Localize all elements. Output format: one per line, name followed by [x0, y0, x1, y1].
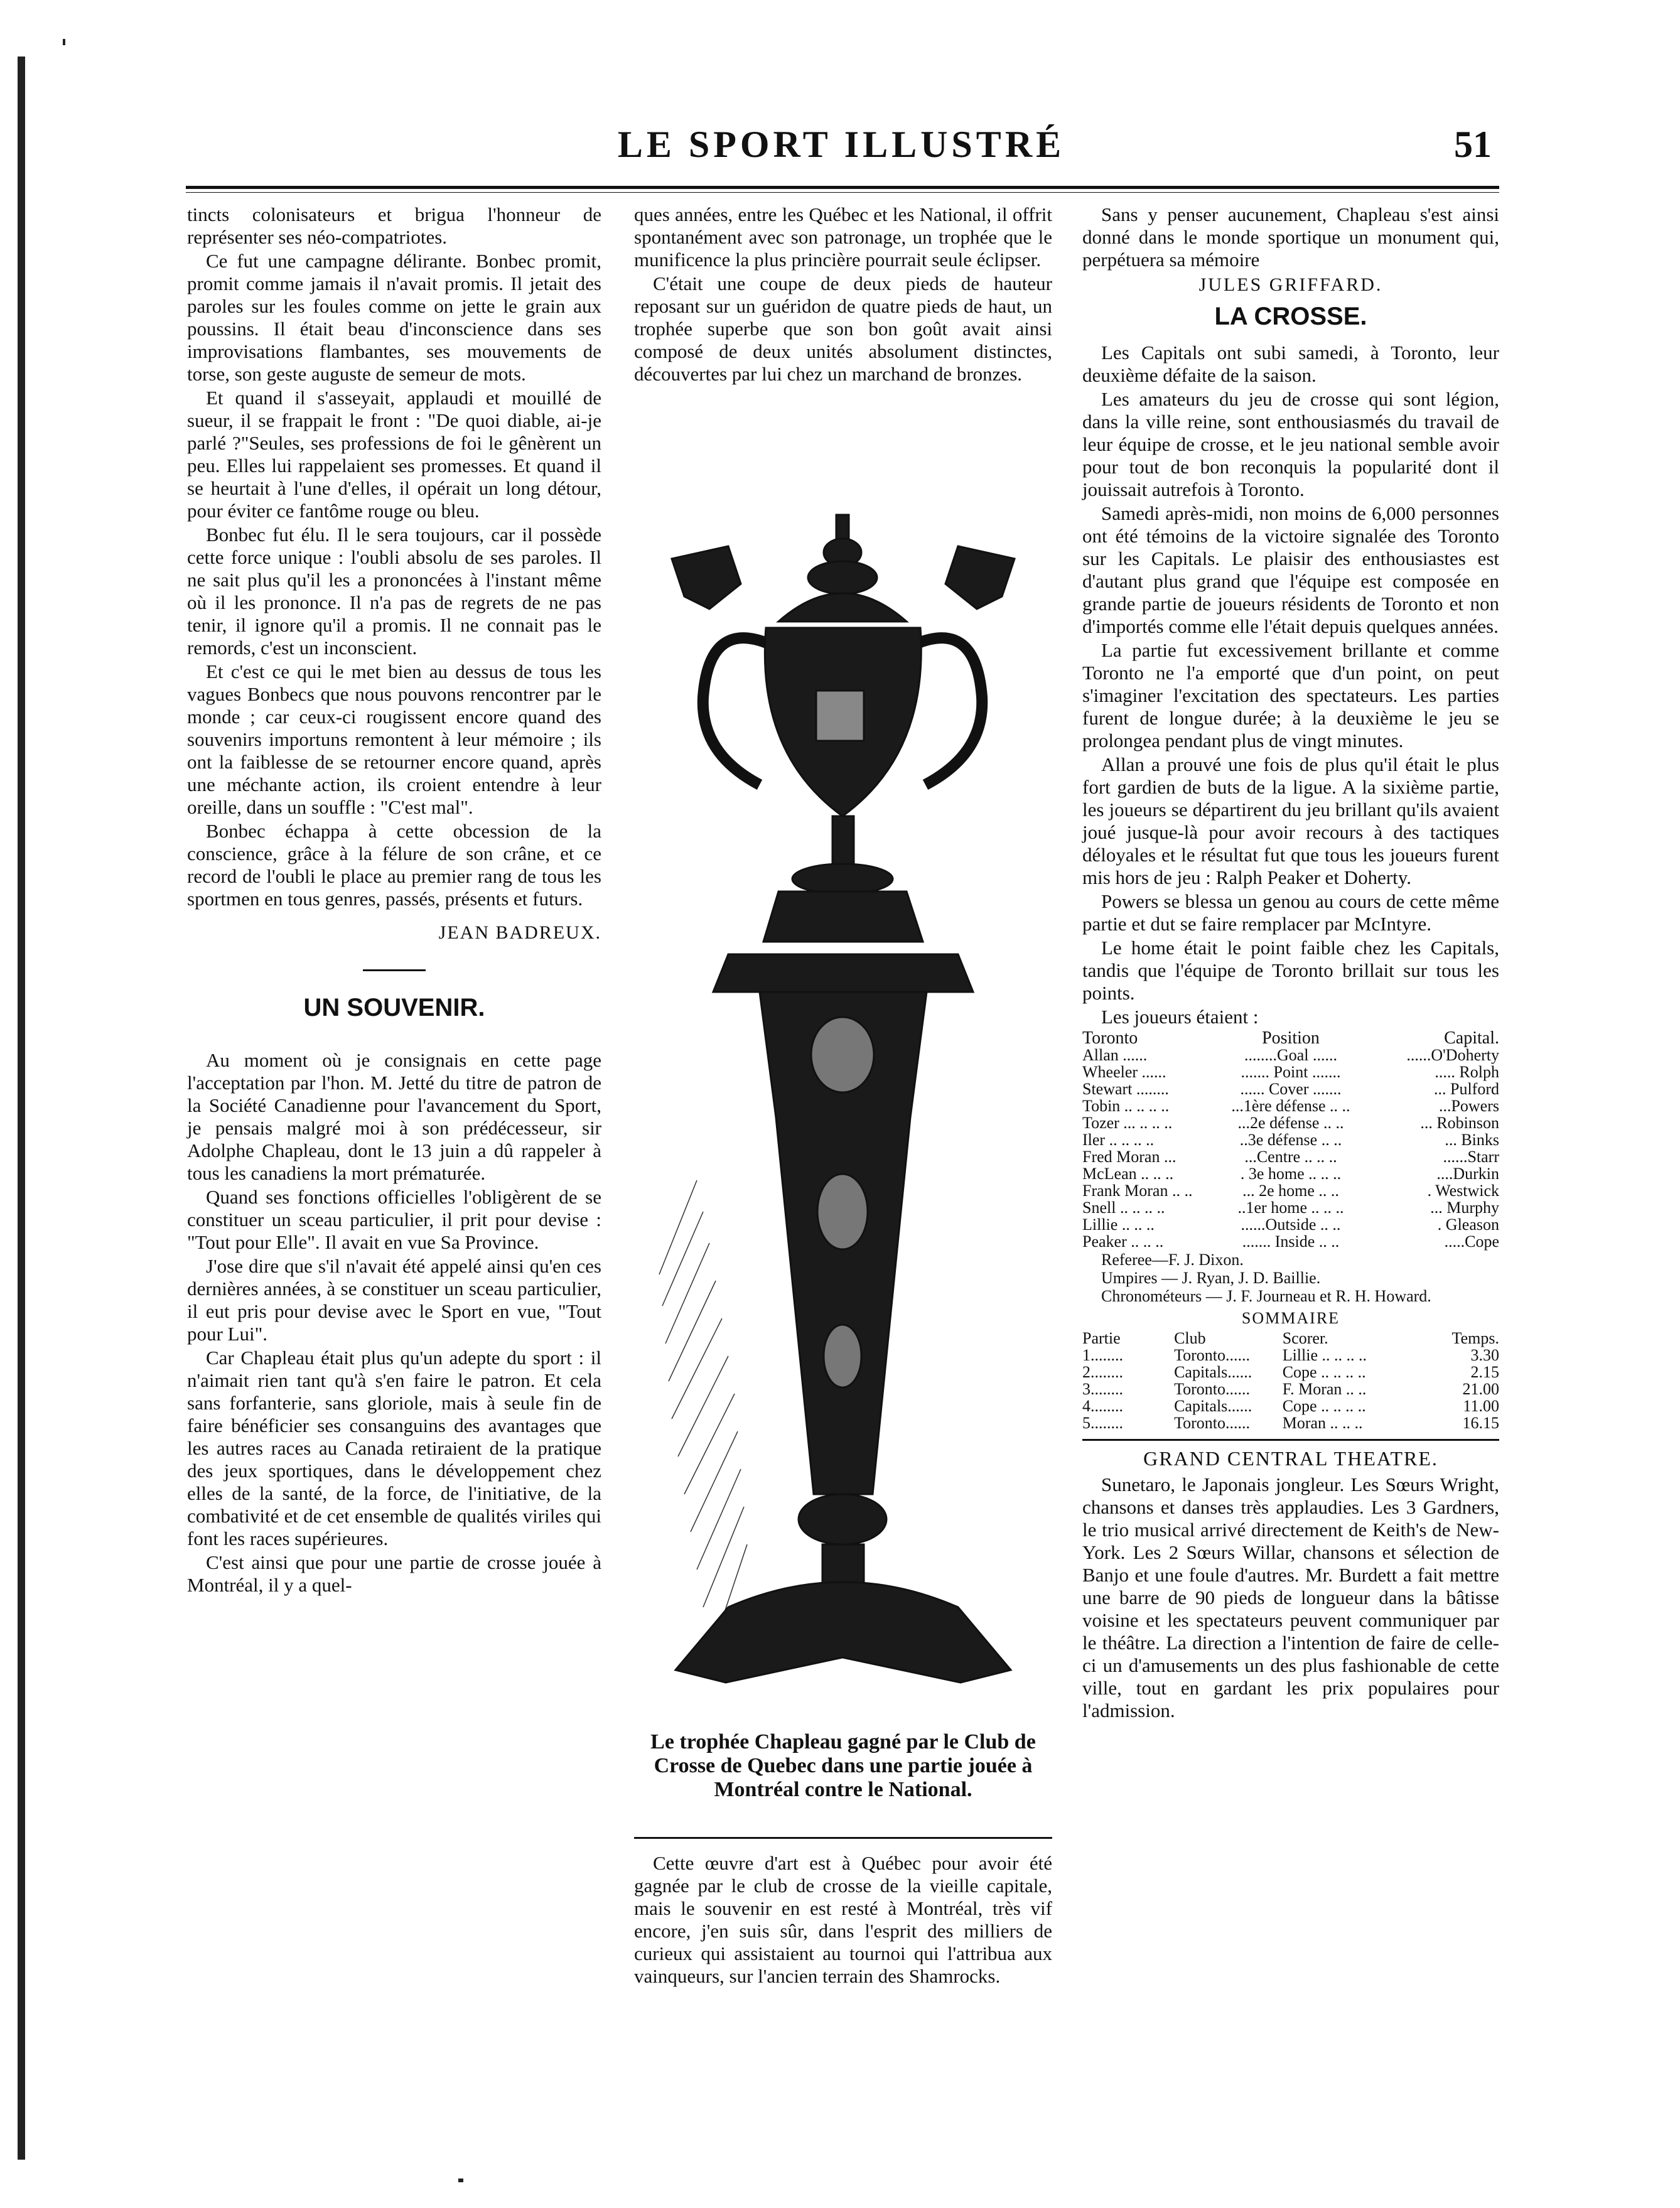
paragraph: ques années, entre les Québec et les National, il offrit spontanément avec son patronage, un trophée que le munificence la plus princière pourrait seule éclipser.	[634, 203, 1052, 271]
section-title: UN SOUVENIR.	[303, 994, 485, 1021]
summary-cell: Capitals......	[1174, 1363, 1252, 1381]
paragraph: Powers se blessa un genou au cours de cette même partie et dut se faire remplacer par McIntyre.	[1082, 890, 1499, 935]
lineup-cell: . Westwick	[1427, 1182, 1499, 1200]
lineup-cell: ... Murphy	[1430, 1198, 1499, 1217]
print-speck	[458, 2178, 463, 2182]
summary-header-cell: Partie	[1082, 1329, 1121, 1347]
paragraph: Sans y penser aucunement, Chapleau s'est ainsi donné dans le monde sportique un monument qui, perpétuera sa mémoire	[1082, 203, 1499, 271]
lineup-cell: ......O'Doherty	[1406, 1046, 1499, 1064]
section-divider	[363, 969, 426, 971]
illustration-caption: Le trophée Chapleau gagné par le Club de Crosse de Quebec dans une partie jouée à Montréal contre le National.	[650, 1730, 1036, 1801]
referee-line: Referee—F. J. Dixon.	[1101, 1251, 1244, 1269]
lineup-header-cell: Position	[1262, 1028, 1320, 1048]
column-middle	[634, 203, 1052, 387]
summary-row	[1082, 1364, 1499, 1381]
lineup-cell: .....Cope	[1444, 1232, 1499, 1251]
summary-cell: 2........	[1082, 1363, 1123, 1381]
summary-header-cell: Scorer.	[1282, 1329, 1328, 1347]
paragraph: C'était une coupe de deux pieds de hauteur reposant sur un guéridon de quatre pieds de haut, un trophée superbe que son bon goût avait ainsi composé de deux unités absolument distinctes, découvertes par lui chez un marchand de bronzes.	[634, 272, 1052, 385]
lineup-cell: ...2e défense .. ..	[1237, 1114, 1344, 1132]
lineup-header	[1082, 1030, 1499, 1047]
summary-cell: 2.15	[1470, 1363, 1499, 1381]
umpires-line: Umpires — J. Ryan, J. D. Baillie.	[1101, 1269, 1321, 1287]
summary-title: SOMMAIRE	[1241, 1309, 1340, 1327]
caption-rule	[634, 1837, 1052, 1839]
header-rule-thin	[186, 192, 1499, 193]
summary-header-cell: Temps.	[1451, 1329, 1499, 1347]
lineup-row	[1082, 1199, 1499, 1216]
paragraph: Samedi après-midi, non moins de 6,000 personnes ont été témoins de la victoire signalée des Toronto sur les Capitals. Le plaisir des enthousiastes est d'autant plus grand que l'équipe est composée en grande partie de joueurs résidents de Toronto et non d'importés comme elle l'était depuis quelques années.	[1082, 502, 1499, 637]
summary-cell: F. Moran .. ..	[1282, 1380, 1367, 1398]
lineup-cell: Fred Moran ...	[1082, 1148, 1177, 1166]
lineup-cell: ...Centre .. .. ..	[1244, 1148, 1337, 1166]
summary-cell: 16.15	[1462, 1414, 1499, 1432]
paragraph: Quand ses fonctions officielles l'obligèrent de se constituer un sceau particulier, il prit pour devise : "Tout pour Elle". Il avait en vue Sa Province.	[187, 1186, 601, 1253]
header-rule	[186, 186, 1499, 189]
lineup-row	[1082, 1080, 1499, 1097]
paragraph: Ce fut une campagne délirante. Bonbec promit, promit comme jamais il n'avait promis. Il jetait des paroles sur les foules comme on jette le grain aux poussins. Il était beau d'inconscience dans ses improvisations flambantes, ses mouvements de torse, son geste auguste de semeur de mots.	[187, 250, 601, 385]
column-middle-bottom	[634, 1852, 1052, 1989]
lineup-row	[1082, 1216, 1499, 1233]
lineup-cell: ... Binks	[1445, 1131, 1499, 1149]
lineup-cell: ... Robinson	[1420, 1114, 1499, 1132]
lineup-cell: McLean .. .. ..	[1082, 1165, 1174, 1183]
lineup-cell: ..... Rolph	[1435, 1063, 1499, 1081]
lineup-cell: ...1ère défense .. ..	[1231, 1097, 1350, 1115]
summary-cell: Lillie .. .. .. ..	[1282, 1346, 1367, 1364]
summary-cell: Cope .. .. .. ..	[1282, 1397, 1366, 1415]
lineup-cell: ..1er home .. .. ..	[1237, 1198, 1344, 1217]
paragraph: J'ose dire que s'il n'avait été appelé ainsi qu'en ces dernières années, à se constituer un sceau particulier, il eut pris pour devise avec le Sport en vue, "Tout pour Lui".	[187, 1255, 601, 1345]
page-number: 51	[1454, 124, 1492, 165]
summary-cell: Toronto......	[1174, 1380, 1251, 1398]
paragraph: Et quand il s'asseyait, applaudi et mouillé de sueur, il se frappait le front : "De quoi diable, ai-je parlé ?"Seules, ses professions de foi le gênèrent un peu. Elles lui rappelaient ses promesses. Et quand il se heurtait à l'une d'elles, il opérait un long détour, pour éviter ce fantôme rouge ou bleu.	[187, 387, 601, 522]
lineup-row	[1082, 1131, 1499, 1148]
summary-cell: Capitals......	[1174, 1397, 1252, 1415]
section-divider	[1082, 1439, 1499, 1441]
paragraph: Au moment où je consignais en cette page l'acceptation par l'hon. M. Jetté du titre de patron de la Société Canadienne pour l'avancement du Sport, je pensais malgré moi à son prédécesseur, sir Adolphe Chapleau, dont le 13 juin a dû rappeler à tous les canadiens la mort prématurée.	[187, 1049, 601, 1184]
lineup-cell: Snell .. .. .. ..	[1082, 1198, 1165, 1217]
paragraph: Les joueurs étaient :	[1101, 1006, 1259, 1028]
lineup-cell: Tozer ... .. .. ..	[1082, 1114, 1173, 1132]
lineup-row	[1082, 1148, 1499, 1165]
summary-cell: Toronto......	[1174, 1346, 1251, 1364]
summary-cell: 5........	[1082, 1414, 1123, 1432]
lineup-row	[1082, 1047, 1499, 1064]
lineup-cell: ........Goal ......	[1244, 1046, 1338, 1064]
lineup-cell: ....... Point .......	[1241, 1063, 1341, 1081]
section-title: LA CROSSE.	[1214, 303, 1367, 330]
summary-cell: Moran .. .. ..	[1282, 1414, 1363, 1432]
lineup-cell: Peaker .. .. ..	[1082, 1232, 1164, 1251]
paragraph: Allan a prouvé une fois de plus qu'il était le plus fort gardien de buts de la ligue. A la sixième partie, les joueurs se départirent du jeu brillant qu'ils avaient joué jusque-là pour avoir recours à des tactiques déloyales et le résultat fut que tous les joueurs furent mis hors de jeu : Ralph Peaker et Doherty.	[1082, 753, 1499, 888]
lineup-cell: Wheeler ......	[1082, 1063, 1166, 1081]
lineup-row	[1082, 1064, 1499, 1080]
paragraph: Et c'est ce qui le met bien au dessus de tous les vagues Bonbecs que nous pouvons rencontrer par le monde ; car ceux-ci rougissent encore quand des souvenirs importuns remontent à leur mémoire ; ils ont la faiblesse de se retourner encore quand, après une méchante action, ils croient entendre à leur oreille, dans un souffle : "C'est mal".	[187, 660, 601, 818]
lineup-cell: Stewart ........	[1082, 1080, 1169, 1098]
signature: JULES GRIFFARD.	[1198, 274, 1383, 295]
summary-cell: 3.30	[1470, 1346, 1499, 1364]
page-binding-edge	[18, 57, 25, 2160]
paragraph: Sunetaro, le Japonais jongleur. Les Sœurs Wright, chansons et danses très applaudies. Les 3 Gardners, le trio musical arrivé directement de Keith's de New-York. Les 2 Sœurs Willar, chansons et sélection de Banjo et une foule d'autres. Mr. Burdett a fait mettre une barre de 90 pieds de longueur dans la bâtisse voisine et les spectateurs peuvent communiquer par le théâtre. La direction a l'intention de faire de celle-ci un d'amusements un des plus fashionable de cette ville, tout en gardant les prix populaires pour l'admission.	[1082, 1473, 1499, 1721]
paragraph: La partie fut excessivement brillante et comme Toronto ne l'a emporté que d'un point, on peut s'imaginer l'excitation des spectateurs. Les parties furent de longue durée; à la deuxième le jeu se prolongea pendant plus de vingt minutes.	[1082, 639, 1499, 751]
lineup-cell: Allan ......	[1082, 1046, 1148, 1064]
column-right	[1082, 203, 1499, 1723]
print-speck	[63, 39, 65, 45]
summary-table	[1082, 1330, 1499, 1431]
lineup-header-cell: Toronto	[1082, 1028, 1138, 1048]
lineup-cell: ... Pulford	[1434, 1080, 1499, 1098]
section-title: GRAND CENTRAL THEATRE.	[1143, 1447, 1438, 1470]
summary-cell: 4........	[1082, 1397, 1123, 1415]
lineup-cell: ... 2e home .. ..	[1242, 1182, 1339, 1200]
lineup-row	[1082, 1182, 1499, 1199]
lineup-cell: ..3e défense .. ..	[1239, 1131, 1342, 1149]
lineup-table	[1082, 1030, 1499, 1250]
paragraph: Bonbec fut élu. Il le sera toujours, car il possède cette force unique : l'oubli absolu de ses paroles. Il ne sait plus qu'il les a prononcées à l'instant même où il les prononce. Il n'a pas de regrets de ne pas tenir, il ignore qu'il a promis. Il ne connait pas le remords, c'est un inconscient.	[187, 524, 601, 659]
summary-header-cell: Club	[1174, 1329, 1206, 1347]
summary-cell: Cope .. .. .. ..	[1282, 1363, 1366, 1381]
paragraph: Bonbec échappa à cette obcession de la conscience, grâce à la félure de son crâne, et ce record de l'oubli le place au premier rang de tous les sportmen en tous genres, passés, présents et futurs.	[187, 820, 601, 910]
lineup-row	[1082, 1233, 1499, 1250]
summary-cell: Toronto......	[1174, 1414, 1251, 1432]
lineup-cell: . Gleason	[1437, 1215, 1499, 1234]
paragraph: Car Chapleau était plus qu'un adepte du sport : il n'aimait rien tant qu'à s'en faire le patron. Et cela sans forfanterie, sans gloriole, mais à seule fin de faire bénéficier ses consanguins des avantages que les autres races au Canada retiraient de la pratique des jeux sportiques, dans le développement chez elles de la santé, de la force, de l'initiative, de la combativité et de cet ensemble de qualités viriles qui font les races supérieures.	[187, 1347, 601, 1549]
timekeepers-line: Chronométeurs — J. F. Journeau et R. H. Howard.	[1101, 1287, 1431, 1305]
lineup-cell: ......Outside .. ..	[1241, 1215, 1341, 1234]
lineup-cell: Iler .. .. .. ..	[1082, 1131, 1155, 1149]
trophy-illustration	[634, 490, 1052, 1720]
lineup-cell: ....Durkin	[1436, 1165, 1499, 1183]
signature: JEAN BADREUX.	[438, 922, 601, 943]
summary-cell: 21.00	[1462, 1380, 1499, 1398]
paragraph: Les Capitals ont subi samedi, à Toronto, leur deuxième défaite de la saison.	[1082, 342, 1499, 386]
summary-row	[1082, 1398, 1499, 1414]
lineup-cell: ...... Cover .......	[1240, 1080, 1342, 1098]
summary-cell: 3........	[1082, 1380, 1123, 1398]
lineup-row	[1082, 1165, 1499, 1182]
column-left	[187, 203, 601, 1598]
summary-row	[1082, 1347, 1499, 1364]
lineup-cell: Tobin .. .. .. ..	[1082, 1097, 1170, 1115]
paragraph: Les amateurs du jeu de crosse qui sont légion, dans la ville reine, sont enthousiasmés du travail de leur équipe de crosse, et le jeu national semble avoir pour tout de bon reconquis la popularité dont il jouissait autrefois à Toronto.	[1082, 388, 1499, 500]
lineup-header-cell: Capital.	[1444, 1028, 1499, 1048]
paragraph: Le home était le point faible chez les Capitals, tandis que l'équipe de Toronto brillait sur tous les points.	[1082, 937, 1499, 1004]
lineup-cell: ......Starr	[1443, 1148, 1499, 1166]
lineup-row	[1082, 1114, 1499, 1131]
summary-cell: 1........	[1082, 1346, 1123, 1364]
lineup-cell: Frank Moran .. ..	[1082, 1182, 1193, 1200]
paragraph: Cette œuvre d'art est à Québec pour avoir été gagnée par le club de crosse de la vieille capitale, mais le souvenir en est resté à Montréal, très vif encore, j'en suis sûr, dans l'esprit des milliers de curieux qui assistaient au tournoi qui l'attribua aux vainqueurs, sur l'ancien terrain des Shamrocks.	[634, 1852, 1052, 1987]
lineup-cell: ....... Inside .. ..	[1242, 1232, 1340, 1251]
lineup-cell: . 3e home .. .. ..	[1240, 1165, 1342, 1183]
lineup-row	[1082, 1097, 1499, 1114]
summary-row	[1082, 1381, 1499, 1398]
paragraph: C'est ainsi que pour une partie de crosse jouée à Montréal, il y a quel-	[187, 1551, 601, 1596]
lineup-cell: Lillie .. .. ..	[1082, 1215, 1155, 1234]
summary-header	[1082, 1330, 1499, 1347]
paragraph: tincts colonisateurs et brigua l'honneur de représenter ses néo-compatriotes.	[187, 203, 601, 248]
summary-cell: 11.00	[1463, 1397, 1499, 1415]
lineup-cell: ...Powers	[1438, 1097, 1499, 1115]
summary-row	[1082, 1414, 1499, 1431]
running-title: LE SPORT ILLUSTRÉ	[617, 124, 1065, 165]
